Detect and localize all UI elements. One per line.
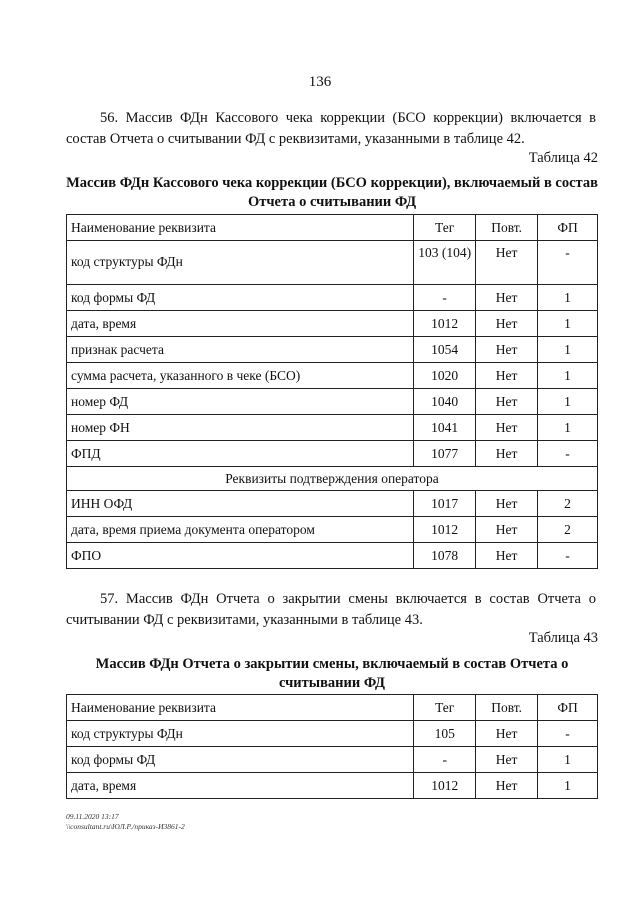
header-name: Наименование реквизита <box>67 695 414 721</box>
cell-fp: 1 <box>538 363 598 389</box>
cell-repeat: Нет <box>476 363 538 389</box>
cell-name: код формы ФД <box>67 747 414 773</box>
paragraph-57 <box>66 589 596 631</box>
cell-repeat: Нет <box>476 389 538 415</box>
cell-tag: 1020 <box>414 363 476 389</box>
table-42-title: Массив ФДн Кассового чека коррекции (БСО коррекции), включаемый в состав Отчета о считывании ФД <box>66 175 598 210</box>
header-tag: Тег <box>414 695 476 721</box>
cell-name: код формы ФД <box>67 285 414 311</box>
header-tag: Тег <box>414 215 476 241</box>
footer-stamp <box>66 812 185 832</box>
footer-timestamp: 09.11.2020 13:17 <box>66 812 119 821</box>
cell-tag: 103 (104) <box>414 241 476 285</box>
cell-tag: 1012 <box>414 517 476 543</box>
paragraph-56-text: 56. Массив ФДн Кассового чека коррекции (БСО коррекции) включается в состав Отчета о считывании ФД с реквизитами, указанными в таблице 42. <box>66 110 596 147</box>
table-42-caption: Таблица 42 <box>528 150 598 166</box>
cell-fp: 1 <box>538 389 598 415</box>
table-row <box>67 543 598 569</box>
cell-name: ИНН ОФД <box>67 491 414 517</box>
cell-fp: 1 <box>538 285 598 311</box>
cell-name: номер ФН <box>67 415 414 441</box>
cell-tag: 1077 <box>414 441 476 467</box>
cell-fp: - <box>538 721 598 747</box>
paragraph-57-text: 57. Массив ФДн Отчета о закрытии смены включается в состав Отчета о считывании ФД с реквизитами, указанными в таблице 43. <box>66 591 596 628</box>
cell-name: номер ФД <box>67 389 414 415</box>
header-repeat: Повт. <box>476 215 538 241</box>
cell-name: код структуры ФДн <box>67 241 414 285</box>
cell-repeat: Нет <box>476 543 538 569</box>
cell-tag: 1012 <box>414 773 476 799</box>
table-row <box>67 389 598 415</box>
cell-tag: 1078 <box>414 543 476 569</box>
cell-fp: 1 <box>538 747 598 773</box>
header-fp: ФП <box>538 215 598 241</box>
cell-tag: 1040 <box>414 389 476 415</box>
cell-fp: - <box>538 543 598 569</box>
table-header-row <box>67 695 598 721</box>
cell-repeat: Нет <box>476 517 538 543</box>
cell-repeat: Нет <box>476 747 538 773</box>
header-name: Наименование реквизита <box>67 215 414 241</box>
table-43-title: Массив ФДн Отчета о закрытии смены, включаемый в состав Отчета о считывании ФД <box>95 656 569 691</box>
table-row <box>67 415 598 441</box>
table-row <box>67 441 598 467</box>
cell-repeat: Нет <box>476 311 538 337</box>
cell-name: дата, время приема документа оператором <box>67 517 414 543</box>
cell-tag: 1054 <box>414 337 476 363</box>
cell-name: ФПО <box>67 543 414 569</box>
cell-fp: 2 <box>538 491 598 517</box>
cell-tag: 105 <box>414 721 476 747</box>
header-fp: ФП <box>538 695 598 721</box>
header-repeat: Повт. <box>476 695 538 721</box>
cell-name: дата, время <box>67 311 414 337</box>
paragraph-56 <box>66 108 596 150</box>
cell-repeat: Нет <box>476 441 538 467</box>
table-row <box>67 721 598 747</box>
cell-fp: 1 <box>538 337 598 363</box>
table-row <box>67 241 598 285</box>
cell-fp: - <box>538 241 598 285</box>
cell-fp: 1 <box>538 415 598 441</box>
cell-tag: - <box>414 285 476 311</box>
cell-tag: 1041 <box>414 415 476 441</box>
cell-tag: 1012 <box>414 311 476 337</box>
cell-repeat: Нет <box>476 721 538 747</box>
table-row <box>67 337 598 363</box>
table-row <box>67 747 598 773</box>
cell-repeat: Нет <box>476 285 538 311</box>
table-row <box>67 311 598 337</box>
cell-repeat: Нет <box>476 415 538 441</box>
section-label: Реквизиты подтверждения оператора <box>67 467 598 491</box>
cell-name: сумма расчета, указанного в чеке (БСО) <box>67 363 414 389</box>
table-43 <box>66 694 598 799</box>
page-number: 136 <box>308 74 332 90</box>
footer-path: \\consultant.ru\ЮЛ.Р./приказ-И3861-2 <box>66 822 185 831</box>
cell-fp: - <box>538 441 598 467</box>
table-row <box>67 517 598 543</box>
table-42 <box>66 214 598 569</box>
table-row <box>67 363 598 389</box>
cell-repeat: Нет <box>476 773 538 799</box>
cell-name: признак расчета <box>67 337 414 363</box>
cell-tag: - <box>414 747 476 773</box>
cell-name: ФПД <box>67 441 414 467</box>
table-row <box>67 773 598 799</box>
table-row <box>67 285 598 311</box>
cell-fp: 2 <box>538 517 598 543</box>
cell-repeat: Нет <box>476 241 538 285</box>
cell-fp: 1 <box>538 773 598 799</box>
table-row <box>67 491 598 517</box>
cell-fp: 1 <box>538 311 598 337</box>
cell-name: дата, время <box>67 773 414 799</box>
table-header-row <box>67 215 598 241</box>
table-43-caption: Таблица 43 <box>528 630 598 646</box>
cell-repeat: Нет <box>476 491 538 517</box>
table-section-row <box>67 467 598 491</box>
cell-tag: 1017 <box>414 491 476 517</box>
cell-name: код структуры ФДн <box>67 721 414 747</box>
cell-repeat: Нет <box>476 337 538 363</box>
